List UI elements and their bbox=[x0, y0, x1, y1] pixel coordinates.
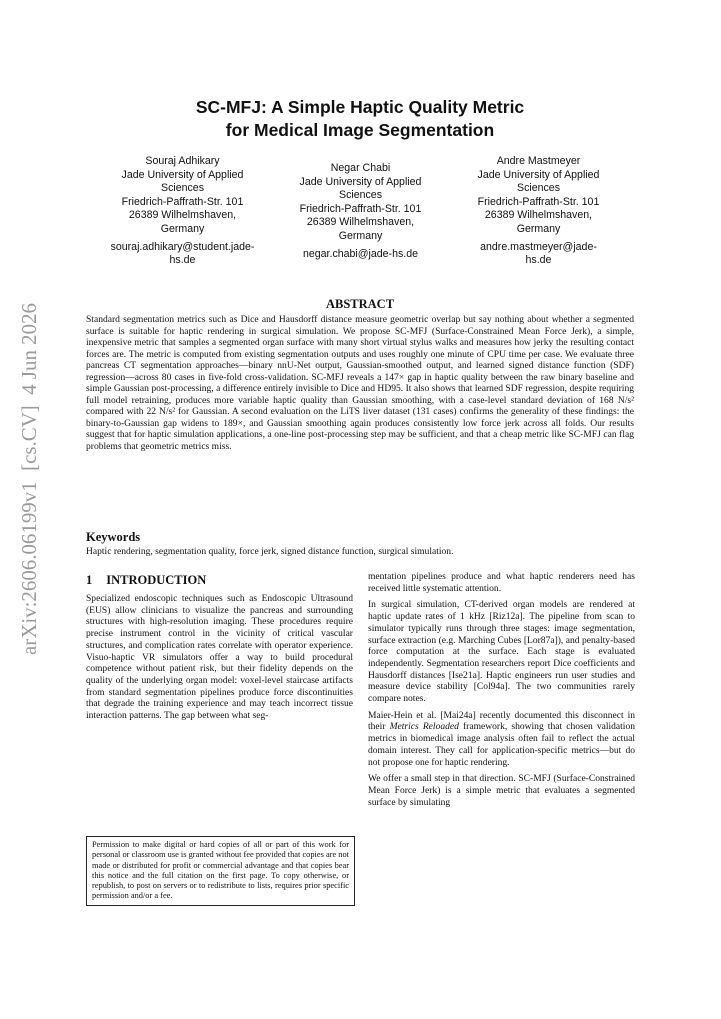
affiliation-line: Friedrich-Paffrath-Str. 101 bbox=[121, 195, 244, 208]
affiliation-line: Jade University of Applied bbox=[477, 168, 600, 181]
arxiv-identifier-stamp bbox=[6, 300, 46, 660]
author-email bbox=[456, 241, 621, 268]
author-block-1 bbox=[100, 155, 265, 268]
affiliation-line: Jade University of Applied bbox=[299, 175, 422, 188]
author-name: Negar Chabi bbox=[330, 162, 391, 174]
affiliation-line: Germany bbox=[338, 229, 383, 242]
permission-notice-box: Permission to make digital or hard copies of all or part of this work for personal or classroom use is granted without fee provided that copies are not made or distributed for profit or commercial advantage and that copies bear this notice and the full citation on the first page. To copy otherwise, or republish, to post on servers or to redistribute to lists, requires prior specific permission and/or a fee. bbox=[86, 836, 355, 906]
paper-title bbox=[60, 96, 660, 142]
intro-paragraph bbox=[368, 710, 635, 769]
abstract-heading: ABSTRACT bbox=[325, 297, 395, 311]
intro-paragraph: Specialized endoscopic techniques such as Endoscopic Ultrasound (EUS) allow clinicians to visualize the pancreas and surrounding structures with high-resolution imaging. These procedures require precise instrument control in the vicinity of critical vascular structures, and complication rates correlate with operator experience. Visuo-haptic VR simulators offer a way to build procedural competence without patient risk, but their fidelity depends on the quality of the underlying organ model: voxel-level staircase artifacts from standard segmentation pipelines produce force discontinuities that degrade the training experience and may teach incorrect tissue interaction patterns. The gap between what seg- bbox=[86, 593, 353, 722]
affiliation-line: 26389 Wilhelmshaven, bbox=[484, 209, 593, 222]
title-line-1: SC-MFJ: A Simple Haptic Quality Metric bbox=[195, 97, 525, 117]
right-column bbox=[368, 571, 635, 813]
affiliation-line: 26389 Wilhelmshaven, bbox=[306, 216, 415, 229]
email-line: negar.chabi@jade-hs.de bbox=[302, 247, 418, 260]
arxiv-id-text: arXiv:2606.06199v1 [cs.CV] 4 Jun 2026 bbox=[17, 301, 41, 655]
paragraph-text: framework, showing that chosen validation metrics in biomedical image analysis often fail to reflect the actual domain interest. They call for application-specific metrics—but do not propose one for haptic rendering. bbox=[368, 721, 635, 768]
affiliation-line: Friedrich-Paffrath-Str. 101 bbox=[477, 195, 600, 208]
affiliation-line: Sciences bbox=[339, 189, 382, 202]
author-email bbox=[100, 241, 265, 268]
affiliation-line: Jade University of Applied bbox=[121, 168, 244, 181]
email-line: souraj.adhikary@student.jade- bbox=[110, 240, 255, 253]
author-email bbox=[278, 248, 443, 262]
section-title: INTRODUCTION bbox=[106, 573, 207, 587]
section-heading-introduction bbox=[86, 573, 353, 588]
title-line-2: for Medical Image Segmentation bbox=[225, 120, 495, 140]
author-block-2 bbox=[278, 162, 443, 261]
intro-paragraph: In surgical simulation, CT-derived organ models are rendered at haptic update rates of 1 kHz [Riz12a]. The pipeline from scan to simulator typically runs through three stages: image segmentation, surface extraction (e.g. Marching Cubes [Lor87a]), and penalty-based force computation at the surface. Each stage is evaluated independently. Segmentation researchers report Dice coefficients and Hausdorff distances [Ise21a]. Haptic engineers run user studies and measure device stability [Col94a]. The two communities rarely compare notes. bbox=[368, 599, 635, 705]
abstract-text: Standard segmentation metrics such as Dice and Hausdorff distance measure geometric overlap but say nothing about whether a segmented surface is suitable for haptic rendering in surgical simulation. We propose SC-MFJ (Surface-Constrained Mean Force Jerk), a simple, inexpensive metric that samples a segmented organ surface with many short virtual stylus walks and measures how jerky the resulting contact forces are. The metric is computed from existing segmentation outputs and uses roughly one minute of CPU time per case. We evaluate three pancreas CT segmentation approaches—binary nnU-Net output, Gaussian-smoothed output, and learned signed distance function (SDF) regression—across 80 cases in five-fold cross-validation. SC-MFJ reveals a 147× gap in haptic quality between the raw binary baseline and simple Gaussian post-processing, a difference entirely invisible to Dice and HD95. It also shows that learned SDF regression, despite requiring full model retraining, produces more variable haptic quality than Gaussian smoothing, with a case-level standard deviation of 168 N/s² compared with 22 N/s² for Gaussian. A second evaluation on the LiTS liver dataset (131 cases) confirms the generality of these findings: the binary-to-Gaussian gap widens to 189×, and Gaussian smoothing again produces consistently low force jerk across all folds. Our results suggest that for haptic simulation applications, a one-line post-processing step may be sufficient, and that a cheap metric like SC-MFJ can flag problems that geometric metrics miss. bbox=[86, 314, 634, 453]
section-number: 1 bbox=[86, 573, 93, 587]
email-line: hs.de bbox=[169, 254, 196, 267]
framework-name: Metrics Reloaded bbox=[389, 721, 459, 733]
intro-paragraph: mentation pipelines produce and what haptic renderers need has received little systematic attention. bbox=[368, 571, 635, 594]
paragraph-text: Maier-Hein et al. [Mai24a] recently documented this disconnect in their bbox=[368, 709, 635, 733]
intro-paragraph: We offer a small step in that direction. SC-MFJ (Surface-Constrained Mean Force Jerk) is a simple metric that evaluates a segmented surface by simulating bbox=[368, 773, 635, 808]
author-name: Souraj Adhikary bbox=[145, 155, 220, 167]
affiliation-line: Germany bbox=[516, 222, 561, 235]
affiliation-line: Sciences bbox=[517, 182, 560, 195]
email-line: hs.de bbox=[525, 254, 552, 267]
affiliation-line: Sciences bbox=[161, 182, 204, 195]
left-column bbox=[86, 573, 353, 727]
author-block-3 bbox=[456, 155, 621, 268]
email-line: andre.mastmeyer@jade- bbox=[480, 240, 597, 253]
author-name: Andre Mastmeyer bbox=[496, 155, 581, 167]
affiliation-line: Germany bbox=[160, 222, 205, 235]
keywords-text: Haptic rendering, segmentation quality, force jerk, signed distance function, surgical simulation. bbox=[86, 546, 454, 557]
affiliation-line: Friedrich-Paffrath-Str. 101 bbox=[299, 202, 422, 215]
keywords-heading: Keywords bbox=[86, 530, 141, 544]
affiliation-line: 26389 Wilhelmshaven, bbox=[128, 209, 237, 222]
